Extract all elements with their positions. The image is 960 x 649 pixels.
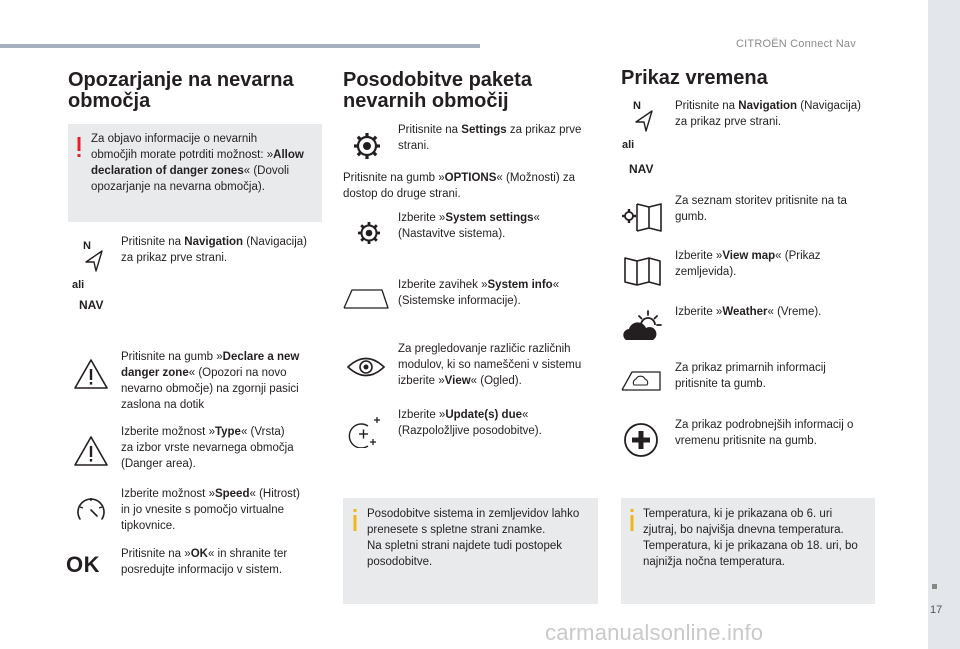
settings-gear-icon <box>352 131 382 161</box>
danger-triangle-icon <box>73 358 109 390</box>
settings-gear-icon <box>356 220 382 246</box>
step-updates-due: Izberite »Update(s) due« (Razpoložljive posodobitve). <box>398 409 542 437</box>
nav-button-label: NAV <box>79 298 104 312</box>
map-icon <box>622 255 662 287</box>
page-margin-band <box>928 0 960 649</box>
step-view-modules: Za pregledovanje različic različnih modulov, ki so nameščeni v sistemu izberite »View« (Ogled). <box>398 343 582 387</box>
weather-sun-cloud-icon <box>620 308 664 344</box>
brand-label: CITROËN Connect Nav <box>736 38 856 50</box>
page-number: 17 <box>930 604 943 616</box>
step-view-map: Izberite »View map« (Prikaz zemljevida). <box>675 250 821 278</box>
end-of-section-marker <box>932 584 937 589</box>
eye-view-icon <box>346 354 386 380</box>
primary-info-tab-icon <box>620 370 662 392</box>
step-services: Za seznam storitev pritisnite na ta gumb. <box>675 195 847 223</box>
step-declare-zone: Pritisnite na gumb »Declare a new danger zone« (Opozori na novo nevarno območje) na zgornji pasici zaslona na dotik <box>121 351 300 411</box>
ok-button-label: OK <box>66 552 100 577</box>
speedometer-icon <box>74 494 108 524</box>
info-text-updates: Posodobitve sistema in zemljevidov lahko prenesete s spletne strani znamke. Na spletni strani najdete tudi postopek posodobitve. <box>367 508 580 568</box>
step-options: Pritisnite na gumb »OPTIONS« (Možnosti) za dostop do druge strani. <box>343 172 576 200</box>
section-title-weather: Prikaz vremena <box>621 67 768 89</box>
info-bar-icon <box>629 509 635 531</box>
watermark: carmanualsonline.info <box>545 620 764 645</box>
svg-text:N: N <box>633 100 641 112</box>
plus-circle-icon <box>622 421 660 459</box>
connected-services-map-icon <box>620 201 664 233</box>
step-settings: Pritisnite na Settings za prikaz prve strani. <box>398 124 582 152</box>
nav-button-label: NAV <box>629 162 654 176</box>
step-speed: Izberite možnost »Speed« (Hitrost) in jo vnesite s pomočjo virtualne tipkovnice. <box>121 488 300 532</box>
warning-text: Za objavo informacije o nevarnih območjih morate potrditi možnost: »Allow declaration of danger zones« (Dovoli opozarjanje na nevarna območja). <box>91 133 304 193</box>
updates-due-icon <box>346 414 386 448</box>
header-rule <box>0 44 480 48</box>
step-navigation-weather: Pritisnite na Navigation (Navigacija) za prikaz prve strani. <box>675 100 861 128</box>
step-ok: Pritisnite na »OK« in shranite ter posredujte informacijo v sistem. <box>121 548 288 576</box>
step-weather: Izberite »Weather« (Vreme). <box>675 306 822 318</box>
step-primary-info: Za prikaz primarnih informacij pritisnite ta gumb. <box>675 362 826 390</box>
step-system-settings: Izberite »System settings« (Nastavitve sistema). <box>398 212 540 240</box>
info-text-weather: Temperatura, ki je prikazana ob 6. uri zjutraj, bo najvišja dnevna temperatura. Temperatura, ki je prikazana ob 18. uri, bo najnižja nočna temperatura. <box>643 508 858 568</box>
navigation-arrow-icon <box>630 98 656 134</box>
section-title-danger-zones <box>68 70 294 112</box>
ali-label: ali <box>622 139 635 151</box>
svg-text:N: N <box>83 240 91 252</box>
step-type: Izberite možnost »Type« (Vrsta) za izbor vrste nevarnega območja (Danger area). <box>121 426 294 470</box>
navigation-arrow-icon <box>80 238 106 274</box>
danger-triangle-icon <box>73 435 109 467</box>
step-detailed-info: Za prikaz podrobnejših informacij o vremenu pritisnite na gumb. <box>675 419 854 447</box>
step-system-info: Izberite zavihek »System info« (Sistemske informacije). <box>398 279 560 307</box>
system-info-tab-icon <box>342 288 390 310</box>
section-title-updates: Posodobitve paketa nevarnih območij <box>343 69 532 112</box>
title-line-2: območja <box>68 90 151 112</box>
info-bar-icon <box>352 509 358 531</box>
ali-label: ali <box>72 279 85 291</box>
warning-exclamation-icon <box>76 137 82 159</box>
step-navigation: Pritisnite na Navigation (Navigacija) za prikaz prve strani. <box>121 236 307 264</box>
title-line-1: Opozarjanje na nevarna <box>68 69 294 91</box>
